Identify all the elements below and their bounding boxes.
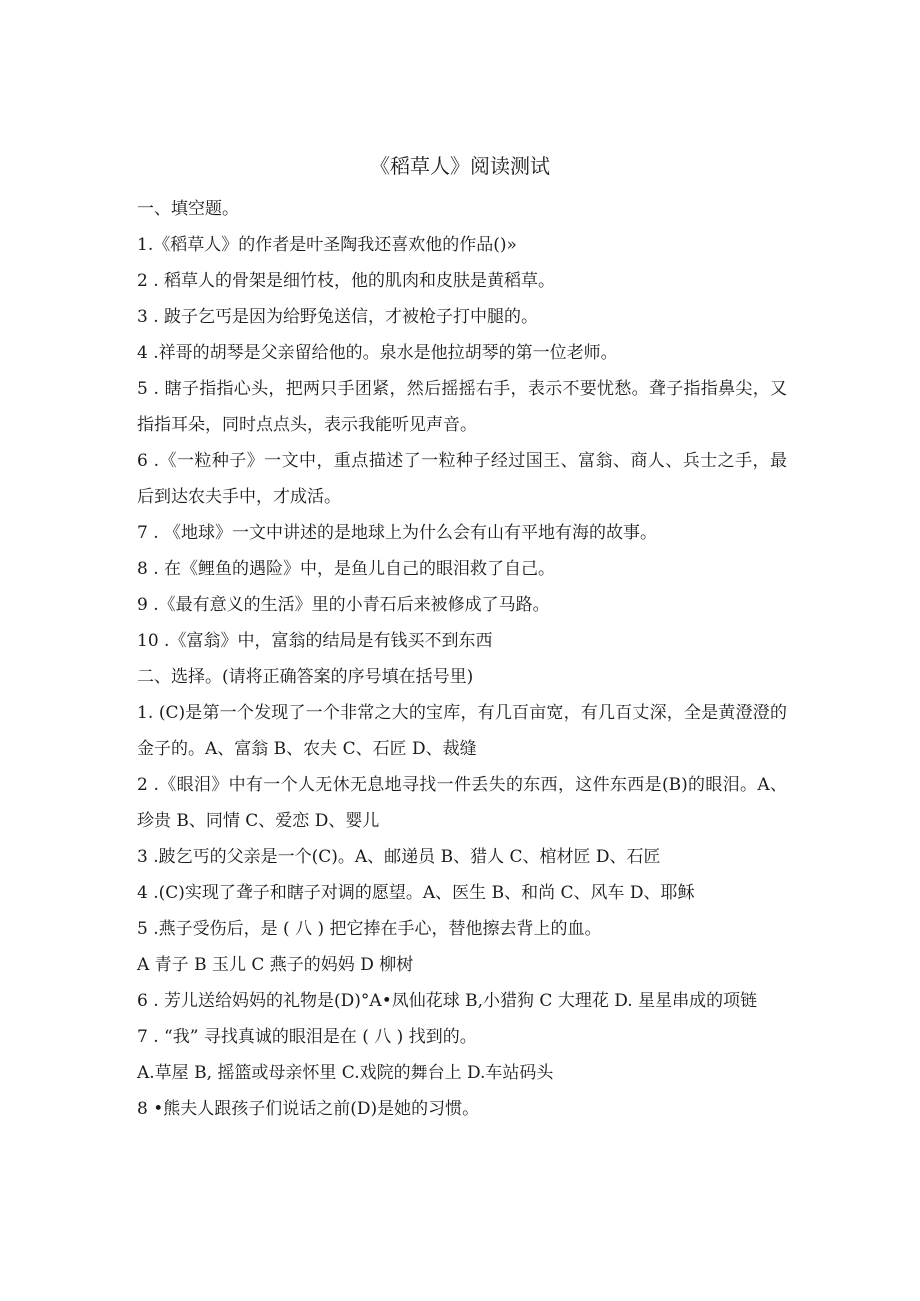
fill-question-2: 2 . 稻草人的骨架是细竹枝，他的肌肉和皮肤是黄稻草。 — [137, 271, 556, 291]
fill-question-8: 8 . 在《鲤鱼的遇险》中，是鱼儿自己的眼泪救了自己。 — [137, 559, 556, 579]
choice-question-8: 8 •熊夫人跟孩子们说话之前(D)是她的习惯。 — [137, 1099, 480, 1119]
fill-question-3: 3 . 跛子乞丐是因为给野兔送信，才被枪子打中腿的。 — [137, 307, 539, 327]
fill-question-6: 6 .《一粒种子》一文中，重点描述了一粒种子经过国王、富翁、商人、兵士之手，最后到达农夫手中，才成活。 — [137, 451, 787, 507]
choice-question-7-options: A.草屋 B, 摇篮或母亲怀里 C.戏院的舞台上 D.车站码头 — [137, 1063, 554, 1083]
choice-question-4: 4 .(C)实现了聋子和瞎子对调的愿望。A、医生 B、和尚 C、风车 D、耶稣 — [137, 883, 695, 903]
choice-question-2: 2 .《眼泪》中有一个人无休无息地寻找一件丢失的东西，这件东西是(B)的眼泪。A、珍贵 B、同情 C、爱恋 D、婴儿 — [137, 775, 787, 831]
choice-question-6: 6 . 芳儿送给妈妈的礼物是(D)°A•凤仙花球 B,小猎狗 C 大理花 D. 星星串成的项链 — [137, 991, 758, 1011]
fill-question-10: 10 .《富翁》中，富翁的结局是有钱买不到东西 — [137, 631, 493, 651]
choice-question-5: 5 .燕子受伤后，是 ( 八 ) 把它捧在手心，替他擦去背上的血。 — [137, 919, 602, 939]
fill-question-1: 1.《稻草人》的作者是叶圣陶我还喜欢他的作品()» — [137, 235, 517, 255]
choice-question-3: 3 .跛乞丐的父亲是一个(C)。A、邮递员 B、猎人 C、棺材匠 D、石匠 — [137, 847, 661, 867]
fill-question-9: 9 .《最有意义的生活》里的小青石后来被修成了马路。 — [137, 595, 550, 615]
document-body — [137, 191, 787, 1127]
section-heading-fill-in: 一、填空题。 — [137, 199, 239, 219]
page-title: 《稻草人》阅读测试 — [370, 154, 550, 178]
choice-question-7: 7 . “我” 寻找真诚的眼泪是在 ( 八 ) 找到的。 — [137, 1027, 477, 1047]
section-heading-choice: 二、选择。(请将正确答案的序号填在括号里) — [137, 667, 474, 687]
fill-question-4: 4 .祥哥的胡琴是父亲留给他的。泉水是他拉胡琴的第一位老师。 — [137, 343, 618, 363]
choice-question-5-options: A 青子 B 玉儿 C 燕子的妈妈 D 柳树 — [137, 955, 414, 975]
choice-question-1: 1. (C)是第一个发现了一个非常之大的宝库，有几百亩宽，有几百丈深，全是黄澄澄的金子的。A、富翁 B、农夫 C、石匠 D、裁缝 — [137, 703, 787, 759]
fill-question-7: 7 . 《地球》一文中讲述的是地球上为什么会有山有平地有海的故事。 — [137, 523, 658, 543]
fill-question-5: 5 . 瞎子指指心头，把两只手团紧，然后摇摇右手，表示不要忧愁。聋子指指鼻尖，又指指耳朵，同时点点头，表示我能听见声音。 — [137, 379, 787, 435]
